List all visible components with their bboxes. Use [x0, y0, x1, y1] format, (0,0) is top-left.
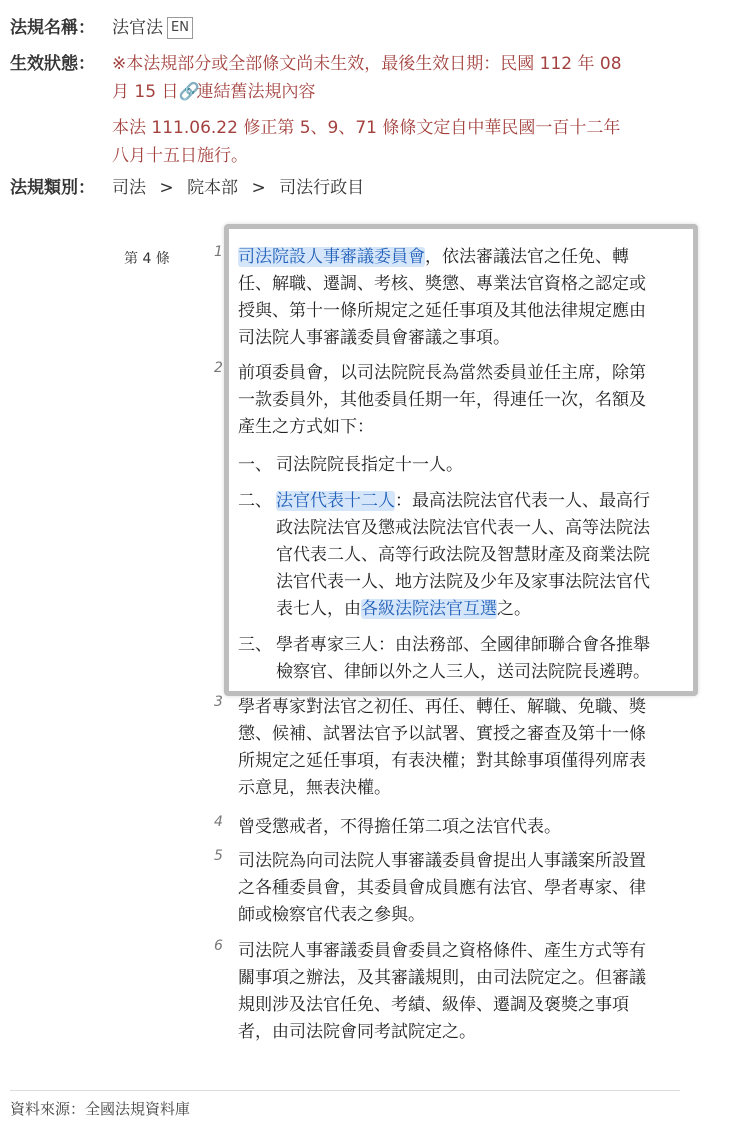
law-name-value — [112, 14, 193, 42]
status-label: 生效狀態： — [10, 54, 95, 74]
paragraph-5 — [238, 848, 698, 929]
paragraph-line: 一款委員外，其他委員任期一年，得連任一次，名額及 — [238, 390, 646, 410]
paragraph-line: 規則涉及法官任免、考績、級俸、遷調及褒獎之事項 — [238, 995, 629, 1015]
breadcrumb-separator: > — [159, 178, 174, 198]
category-item-2[interactable]: 院本部 — [187, 178, 239, 198]
category-item-1[interactable]: 司法 — [112, 178, 146, 198]
paragraph-3 — [238, 694, 698, 802]
paragraph-line — [238, 244, 698, 271]
list-item-line: 學者專家三人：由法務部、全國律師聯合會各推舉 — [276, 635, 650, 655]
status-date-tail: 月 15 日 — [112, 82, 179, 102]
paragraph-line: 所規定之延任事項，有表決權；對其餘事項僅得列席表 — [238, 751, 646, 771]
status-value — [112, 50, 622, 106]
amendment-text — [112, 114, 620, 170]
law-name-text: 法官法 — [112, 18, 163, 38]
paragraph-line: 示意見，無表決權。 — [238, 778, 391, 798]
list-item-line — [276, 596, 698, 623]
paragraph-line: 任、解職、遷調、考核、獎懲、專業法官資格之認定或 — [238, 274, 646, 294]
list-item-number: 二、 — [238, 491, 272, 511]
status-line-1: ※本法規部分或全部條文尚未生效，最後生效日期：民國 112 年 08 — [112, 54, 622, 74]
paragraph-number: 1 — [214, 244, 223, 260]
highlighted-text: 各級法院法官互選 — [361, 599, 497, 619]
category-label: 法規類別： — [10, 178, 95, 198]
paragraph-4 — [238, 814, 698, 841]
paragraph-number: 6 — [214, 938, 223, 954]
paragraph-line: 授與、第十一條所規定之延任事項及其他法律規定應由 — [238, 301, 646, 321]
list-item-line: 法官代表一人、地方法院及少年及家事法院法官代 — [276, 572, 650, 592]
paragraph-text: ，依法審議法官之任免、轉 — [425, 247, 629, 267]
paragraph-2 — [238, 360, 698, 441]
category-breadcrumb — [112, 174, 364, 202]
paragraph-line: 關事項之辦法，及其審議規則，由司法院定之。但審議 — [238, 968, 646, 988]
highlighted-text: 司法院設人事審議委員會 — [238, 247, 425, 267]
paragraph-line: 學者專家對法官之初任、再任、轉任、解職、免職、獎 — [238, 697, 646, 717]
paragraph-number: 2 — [214, 360, 223, 376]
paragraph-line: 曾受懲戒者，不得擔任第二項之法官代表。 — [238, 817, 561, 837]
list-item-line: 官代表二人、高等行政法院及智慧財產及商業法院 — [276, 545, 650, 565]
list-item-text-part: 之。 — [497, 599, 531, 619]
list-item-text-part: 表七人，由 — [276, 599, 361, 619]
paragraph-6 — [238, 938, 698, 1046]
list-item-line — [276, 488, 698, 515]
english-version-button[interactable]: EN — [167, 17, 193, 39]
paragraph-number: 4 — [214, 814, 223, 830]
paragraph-number: 5 — [214, 848, 223, 864]
paragraph-line: 產生之方式如下： — [238, 417, 374, 437]
list-item-line: 檢察官、律師以外之人三人，送司法院院長遴聘。 — [276, 662, 650, 682]
paragraph-line: 者，由司法院會同考試院定之。 — [238, 1022, 476, 1042]
paragraph-line: 前項委員會，以司法院院長為當然委員並任主席，除第 — [238, 363, 646, 383]
list-item-line: 司法院院長指定十一人。 — [276, 455, 463, 475]
breadcrumb-separator: > — [251, 178, 266, 198]
amendment-line-2: 八月十五日施行。 — [112, 146, 248, 166]
law-name-label: 法規名稱： — [10, 18, 95, 38]
paragraph-line: 懲、候補、試署法官予以試署、實授之審查及第十一條 — [238, 724, 646, 744]
paragraph-line: 司法院為向司法院人事審議委員會提出人事議案所設置 — [238, 851, 646, 871]
paragraph-line: 師或檢察官代表之參與。 — [238, 905, 425, 925]
paragraph-line: 之各種委員會，其委員會成員應有法官、學者專家、律 — [238, 878, 646, 898]
link-icon: 🔗 — [178, 82, 200, 102]
list-item-text-part: ：最高法院法官代表一人、最高行 — [395, 491, 650, 511]
list-item-text — [276, 488, 698, 623]
paragraph-1 — [238, 244, 698, 352]
list-item-text — [276, 632, 698, 686]
article-number: 第 4 條 — [124, 251, 170, 267]
list-item-number: 三、 — [238, 635, 272, 655]
footer-divider — [10, 1090, 680, 1091]
status-line-2 — [112, 78, 622, 106]
list-item-text — [276, 452, 698, 479]
list-item-line: 政法院法官及懲戒法院法官代表一人、高等法院法 — [276, 518, 650, 538]
highlighted-text: 法官代表十二人 — [276, 491, 395, 511]
paragraph-number: 3 — [214, 694, 223, 710]
old-version-link[interactable]: 連結舊法規內容 — [196, 82, 316, 102]
paragraph-line: 司法院人事審議委員會審議之事項。 — [238, 328, 510, 348]
list-item-number: 一、 — [238, 455, 272, 475]
category-item-3[interactable]: 司法行政目 — [279, 178, 365, 198]
paragraph-line: 司法院人事審議委員會委員之資格條件、產生方式等有 — [238, 941, 646, 961]
data-source: 資料來源：全國法規資料庫 — [10, 1100, 191, 1118]
amendment-line-1: 本法 111.06.22 修正第 5、9、71 條條文定自中華民國一百十二年 — [112, 118, 621, 138]
